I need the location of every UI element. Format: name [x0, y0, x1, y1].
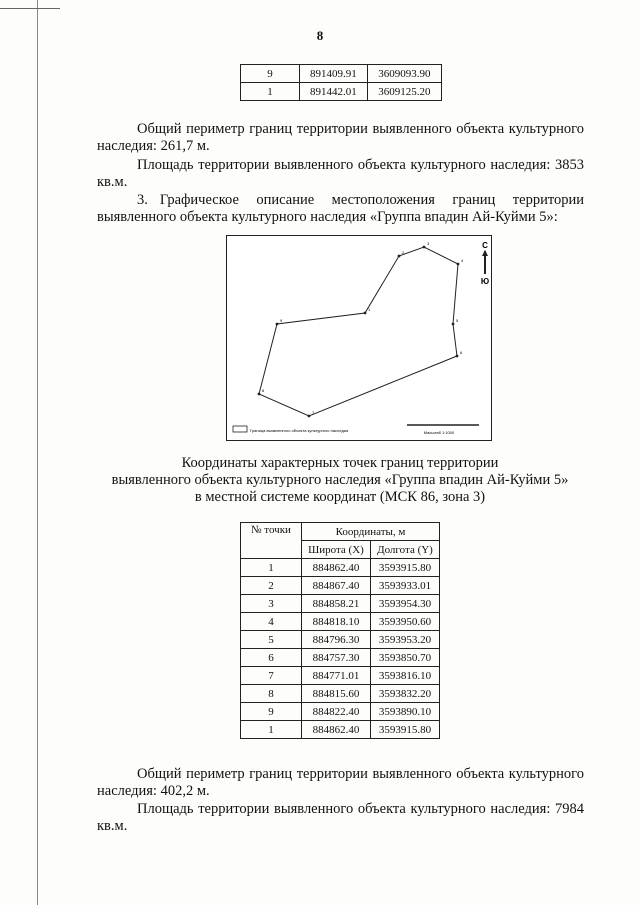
longitude-cell: 3593915.80	[370, 559, 439, 577]
item-3-text	[97, 192, 584, 226]
south-label: Ю	[480, 277, 490, 286]
boundary-map-svg	[227, 236, 491, 440]
table-row	[241, 703, 440, 721]
longitude-cell: 3593850.70	[370, 649, 439, 667]
area-text-2: Площадь территории выявленного объекта культурного наследия: 7984 кв.м.	[97, 801, 584, 834]
longitude-cell: 3593816.10	[370, 667, 439, 685]
longitude-cell: 3593953.20	[370, 631, 439, 649]
longitude-cell: 3593933.01	[370, 577, 439, 595]
col-lat-header: Широта (X)	[302, 541, 371, 559]
latitude-cell: 884858.21	[302, 595, 371, 613]
table-row	[241, 631, 440, 649]
boundary-point-label: 5	[456, 318, 459, 323]
perimeter-text-1: Общий периметр границ территории выявленного объекта культурного наследия: 261,7 м.	[97, 121, 584, 154]
longitude-cell: 3593915.80	[370, 721, 439, 739]
area-text-1: Площадь территории выявленного объекта культурного наследия: 3853 кв.м.	[97, 157, 584, 190]
table-row	[241, 667, 440, 685]
point-number-cell: 1	[241, 559, 302, 577]
point-number-cell: 8	[241, 685, 302, 703]
table-row	[241, 595, 440, 613]
legend-text: Граница выявленного объекта культурного наследия	[250, 428, 349, 433]
boundary-point-label: 3	[427, 241, 430, 246]
point-number-cell: 2	[241, 577, 302, 595]
coords-heading-line-1: Координаты характерных точек границ территории	[181, 455, 499, 471]
boundary-point-marker	[364, 312, 367, 315]
boundary-point-label: 7	[312, 410, 315, 415]
latitude-cell: 884862.40	[302, 559, 371, 577]
boundary-point-label: 1	[368, 307, 371, 312]
longitude-cell: 3593954.30	[370, 595, 439, 613]
table-row: 1 891442.01 3609125.20	[241, 83, 442, 101]
boundary-point-marker	[398, 255, 401, 258]
item-3-body: Графическое описание местоположения границ территории выявленного объекта культурного наследия «Группа впадин Ай-Куйми 5»:	[97, 192, 584, 225]
point-number-cell: 9	[241, 703, 302, 721]
latitude-cell: 884867.40	[302, 577, 371, 595]
longitude-cell: 3593890.10	[370, 703, 439, 721]
point-number-cell: 7	[241, 667, 302, 685]
coordinates-body	[241, 559, 440, 739]
boundary-point-marker	[423, 246, 426, 249]
boundary-point-marker	[457, 263, 460, 266]
longitude-cell: 3593832.20	[370, 685, 439, 703]
boundary-point-marker	[456, 355, 459, 358]
boundary-point-label: 8	[262, 388, 265, 393]
item-3-number: 3.	[137, 192, 148, 208]
point-number-cell: 1	[241, 721, 302, 739]
boundary-point-marker	[308, 415, 311, 418]
latitude-cell: 884757.30	[302, 649, 371, 667]
latitude-cell: 884796.30	[302, 631, 371, 649]
boundary-polygon	[259, 247, 458, 416]
boundary-points	[258, 241, 464, 417]
table-row	[241, 721, 440, 739]
coords-heading	[90, 455, 590, 506]
boundary-point-marker	[452, 323, 455, 326]
scan-edge-line	[37, 0, 38, 905]
north-arrowhead-icon	[482, 250, 488, 256]
longitude-cell: 3593950.60	[370, 613, 439, 631]
point-number-cell: 6	[241, 649, 302, 667]
table-row	[241, 685, 440, 703]
top-coordinates-table	[240, 64, 442, 101]
scale-caption: Масштаб 1:1000	[423, 430, 455, 435]
point-number-cell: 3	[241, 595, 302, 613]
table-row	[241, 613, 440, 631]
col-lon-header: Долгота (Y)	[370, 541, 439, 559]
coords-heading-line-2: выявленного объекта культурного наследия «Группа впадин Ай-Куйми 5»	[111, 472, 569, 488]
col-coords-header: Координаты, м	[302, 523, 440, 541]
boundary-point-label: 2	[402, 250, 405, 255]
legend-swatch	[233, 426, 247, 432]
boundary-point-marker	[258, 393, 261, 396]
point-number-cell: 5	[241, 631, 302, 649]
boundary-point-label: 4	[461, 258, 464, 263]
boundary-point-marker	[276, 323, 279, 326]
latitude-cell: 884771.01	[302, 667, 371, 685]
boundary-point-label: 9	[280, 318, 283, 323]
boundary-map	[226, 235, 492, 441]
latitude-cell: 884822.40	[302, 703, 371, 721]
table-row	[241, 577, 440, 595]
scan-top-line	[0, 8, 60, 9]
table-row	[241, 559, 440, 577]
table-header-row	[241, 523, 440, 541]
perimeter-text-2: Общий периметр границ территории выявленного объекта культурного наследия: 402,2 м.	[97, 766, 584, 799]
col-point-header: № точки	[241, 523, 302, 559]
latitude-cell: 884818.10	[302, 613, 371, 631]
coordinates-table	[240, 522, 440, 739]
latitude-cell: 884815.60	[302, 685, 371, 703]
latitude-cell: 884862.40	[302, 721, 371, 739]
table-row: 9 891409.91 3609093.90	[241, 65, 442, 83]
point-number-cell: 4	[241, 613, 302, 631]
table-row	[241, 649, 440, 667]
page-number: 8	[316, 28, 324, 43]
coords-heading-line-3: в местной системе координат (МСК 86, зона 3)	[194, 489, 486, 505]
boundary-point-label: 6	[460, 350, 463, 355]
north-label: С	[482, 241, 488, 250]
